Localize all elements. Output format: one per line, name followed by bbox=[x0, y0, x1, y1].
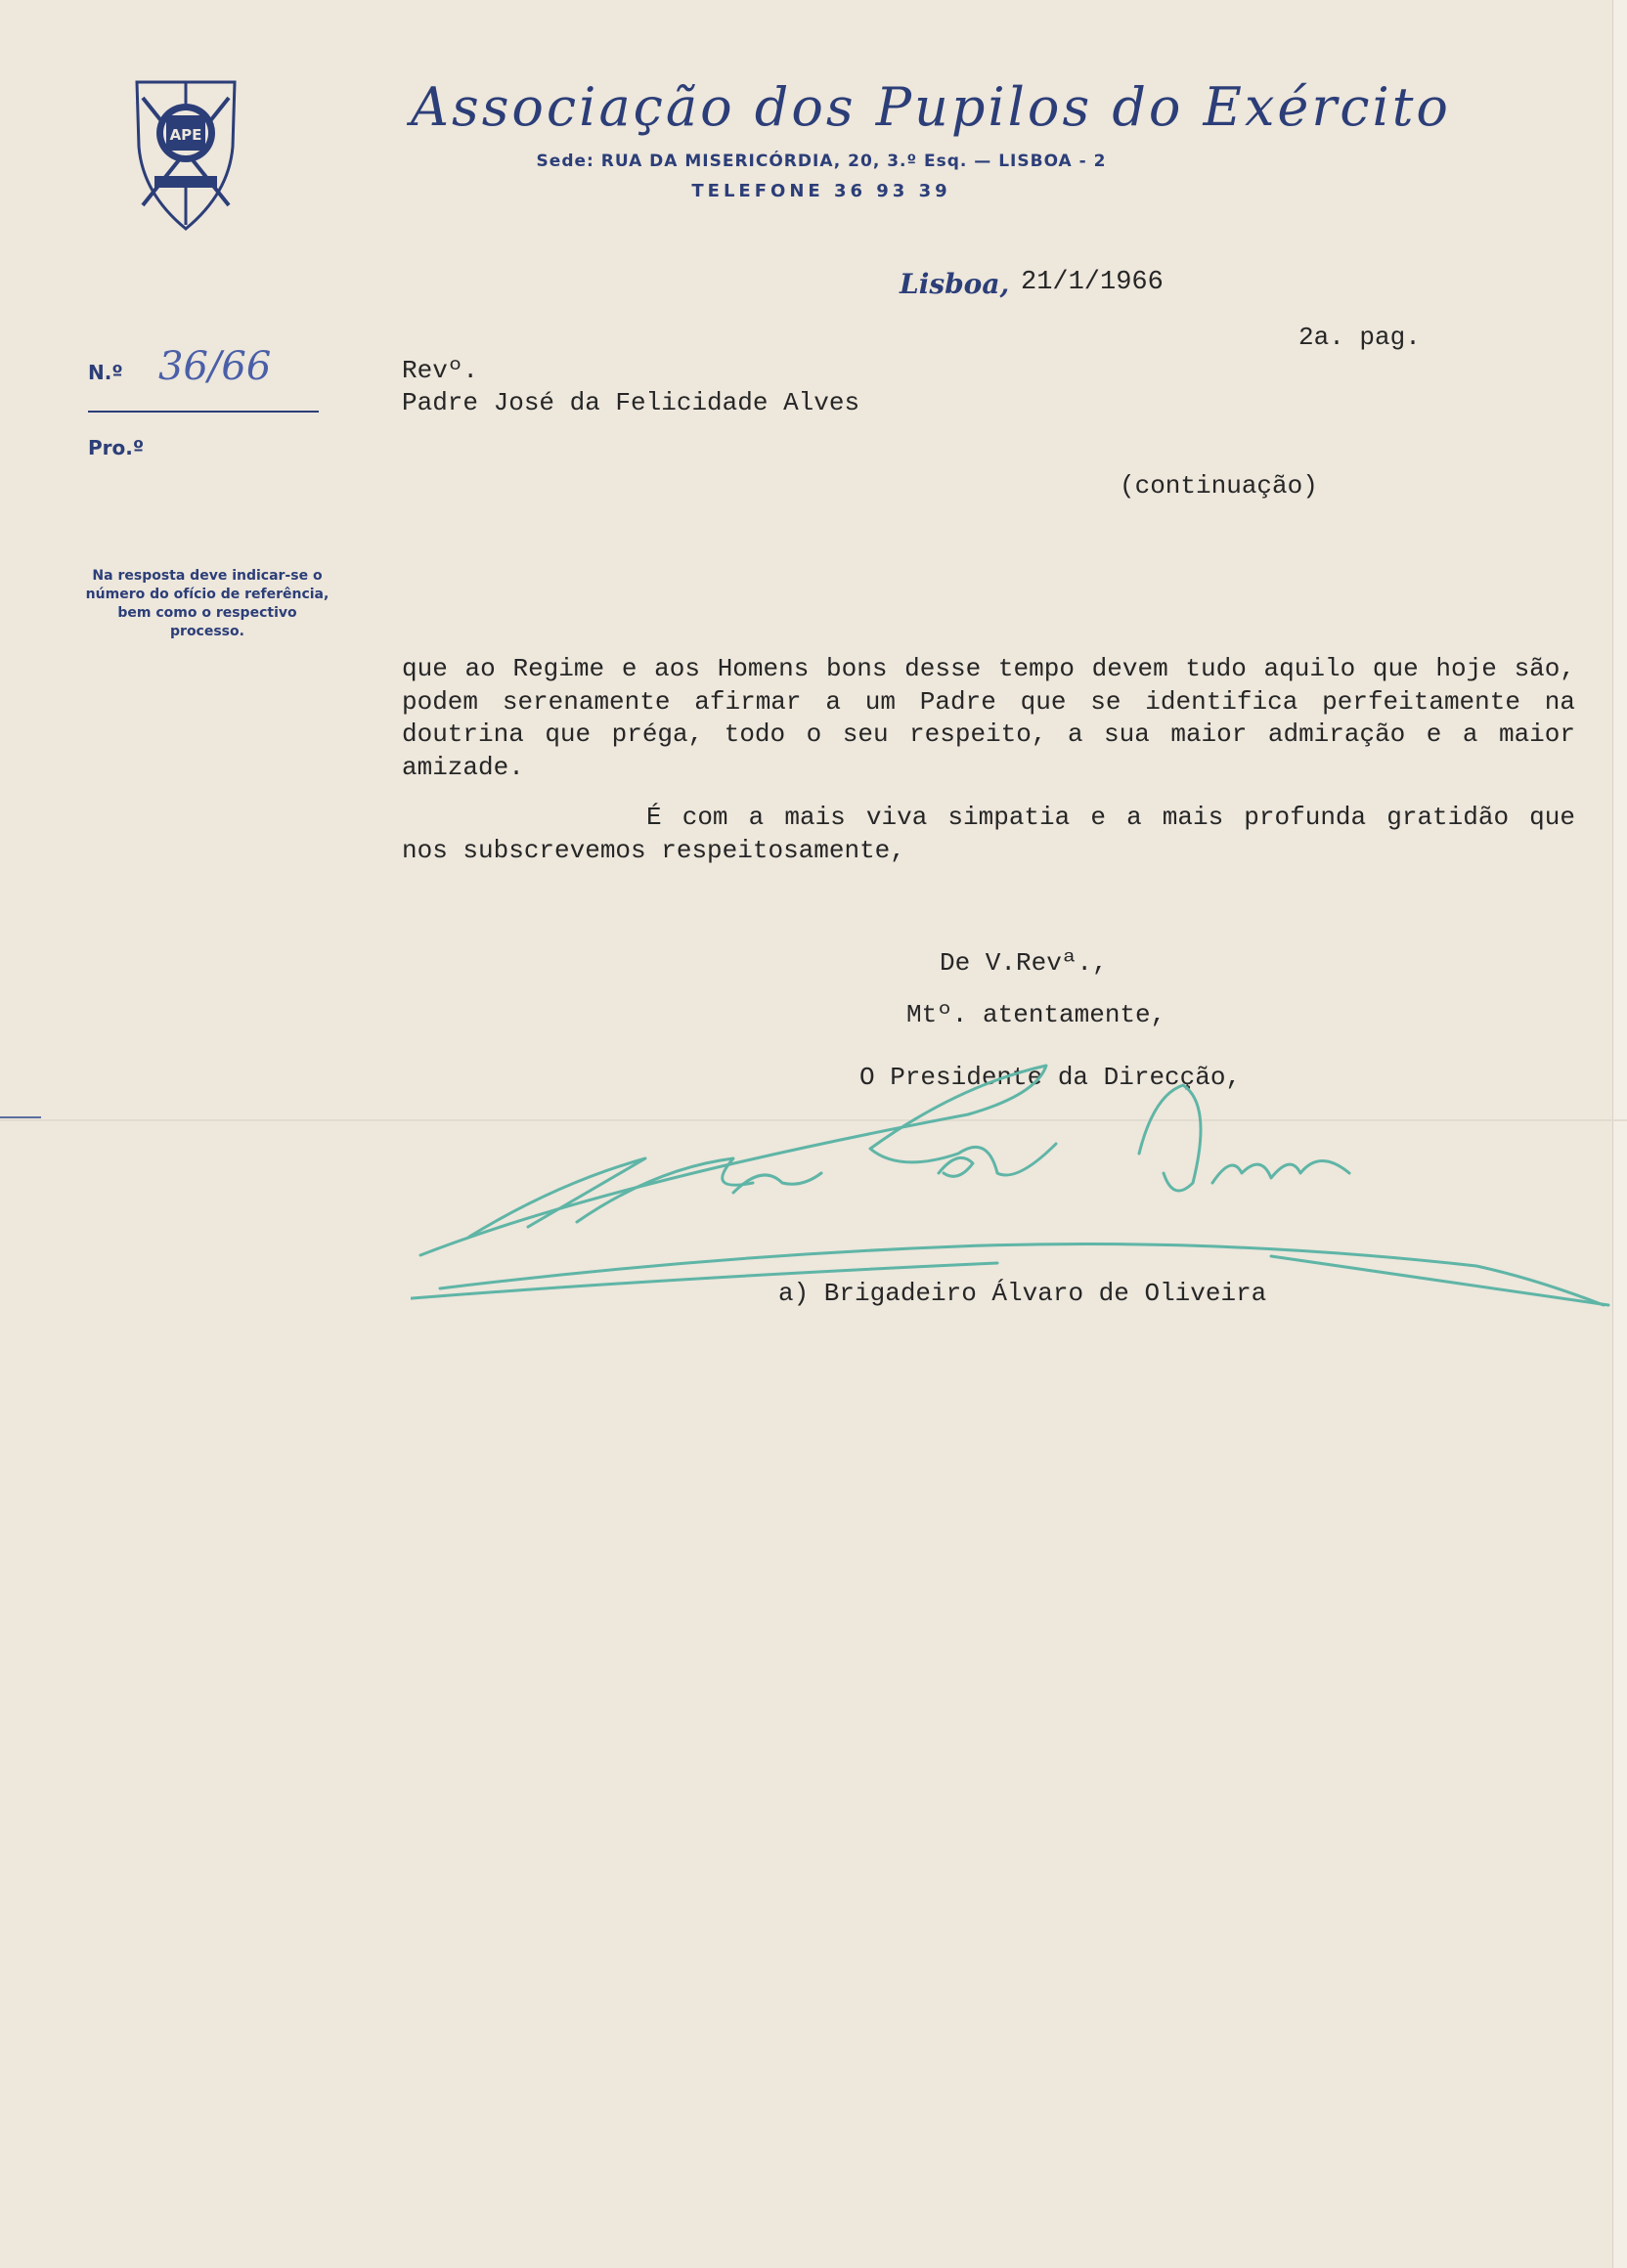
reply-instruction-note: Na resposta deve indicar-se o número do ofício de referência, bem como o respectivo processo. bbox=[85, 568, 330, 639]
reference-rule bbox=[88, 411, 319, 413]
organization-address: Sede: RUA DA MISERICÓRDIA, 20, 3.º Esq. — LISBOA - 2 bbox=[536, 152, 1107, 171]
body-paragraph-2: É com a mais viva simpatia e a mais profunda gratidão que nos subscrevemos respeitosamente, bbox=[402, 803, 1575, 865]
closing-salutation: De V.Revª., bbox=[940, 948, 1108, 978]
signatory-name: a) Brigadeiro Álvaro de Oliveira bbox=[778, 1279, 1267, 1308]
paper-edge bbox=[1612, 0, 1627, 2268]
crest-logo bbox=[131, 78, 241, 233]
body-paragraph-1: que ao Regime e aos Homens bons desse tempo devem tudo aquilo que hoje são, podem serenamente afirmar a um Padre que se identifica perfeitamente na doutrina que préga, todo o seu respeito, a sua maior admiração e a maior amizade. bbox=[402, 654, 1575, 782]
organization-name: Associação dos Pupilos do Exército bbox=[411, 76, 1451, 138]
recipient-name: Padre José da Felicidade Alves bbox=[402, 388, 860, 417]
svg-text:APE: APE bbox=[169, 126, 202, 144]
organization-phone: TELEFONE 36 93 39 bbox=[691, 181, 951, 201]
letter-date: 21/1/1966 bbox=[1021, 268, 1164, 297]
date-city: Lisboa, bbox=[900, 268, 1010, 300]
signatory-role: O Presidente da Direcção, bbox=[859, 1063, 1242, 1092]
closing-regards: Mtº. atentamente, bbox=[906, 1000, 1166, 1029]
page-indicator: 2a. pag. bbox=[1298, 323, 1421, 352]
reference-number-label: N.º bbox=[88, 361, 123, 384]
reference-number-value: 36/66 bbox=[158, 344, 272, 389]
process-label: Pro.º bbox=[88, 436, 145, 459]
margin-mark bbox=[0, 1116, 41, 1118]
recipient-title: Revº. bbox=[402, 356, 479, 385]
continuation-note: (continuação) bbox=[1120, 471, 1318, 501]
